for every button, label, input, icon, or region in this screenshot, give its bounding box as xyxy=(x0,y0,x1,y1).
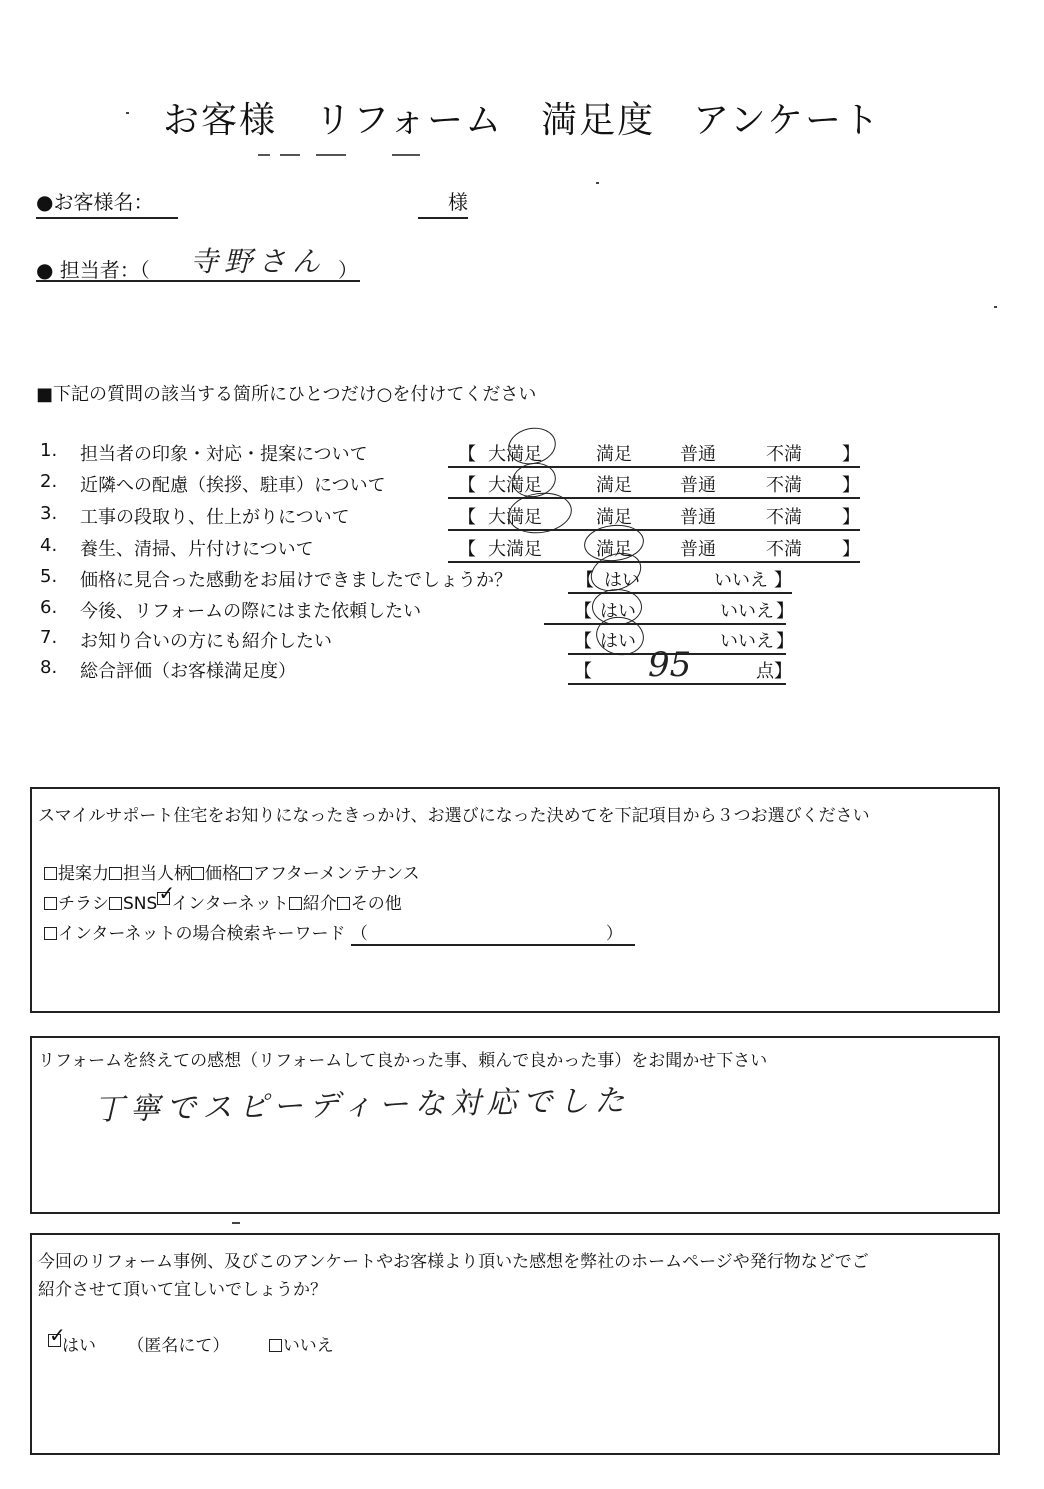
scan-speck xyxy=(994,306,997,308)
option-very-satisfied[interactable]: 大満足 xyxy=(488,475,542,496)
staff-label: ● 担当者：（ xyxy=(36,258,150,282)
question-text: お知り合いの方にも紹介したい xyxy=(80,631,332,652)
publish-options xyxy=(48,1331,334,1356)
option-normal[interactable]: 普通 xyxy=(680,507,716,528)
option-satisfied[interactable]: 満足 xyxy=(596,539,632,560)
question-row xyxy=(0,627,1044,657)
option-very-satisfied[interactable]: 大満足 xyxy=(488,539,542,560)
checkbox-no[interactable] xyxy=(269,1339,282,1352)
option-yes[interactable]: はい xyxy=(600,631,636,652)
question-number: 4. xyxy=(40,535,58,556)
option-yes[interactable]: はい xyxy=(600,601,636,622)
checkbox[interactable] xyxy=(239,867,252,880)
rating-options[interactable]: 【 大満足 満足 普通 不満 】 xyxy=(448,440,860,468)
rating-options[interactable]: 【 大満足 満足 普通 不満 】 xyxy=(448,535,860,563)
option-dissatisfied[interactable]: 不満 xyxy=(766,507,802,528)
keyword-row: インターネットの場合検索キーワード （ ） xyxy=(44,919,635,946)
question-text: 総合評価（お客様満足度） xyxy=(80,661,296,682)
question-number: 2. xyxy=(40,471,58,492)
keyword-input[interactable]: （ ） xyxy=(351,919,635,946)
question-row xyxy=(0,566,1044,596)
option-normal[interactable]: 普通 xyxy=(680,475,716,496)
no-label: いいえ xyxy=(282,1336,334,1356)
publish-prompt-line1: 今回のリフォーム事例、及びこのアンケートやお客様より頂いた感想を弊社のホームページや発行物などでご xyxy=(38,1252,869,1272)
question-row xyxy=(0,503,1044,533)
publish-box xyxy=(30,1233,1000,1455)
question-text: 今後、リフォームの際にはまた依頼したい xyxy=(80,601,422,622)
option-no[interactable]: いいえ xyxy=(720,631,774,652)
question-number: 8. xyxy=(40,657,58,678)
checkbox[interactable] xyxy=(109,897,122,910)
source-row-2: チラシ SNS✓ インターネット 紹介 その他 xyxy=(44,889,402,914)
impression-prompt: リフォームを終えての感想（リフォームして良かった事、頼んで良かった事）をお聞かせ下さい xyxy=(38,1051,768,1071)
instruction-text: ■下記の質問の該当する箇所にひとつだけ○を付けてください xyxy=(36,384,537,405)
checkbox[interactable] xyxy=(109,867,122,880)
option-satisfied[interactable]: 満足 xyxy=(596,507,632,528)
checkbox[interactable] xyxy=(191,867,204,880)
customer-name-label: ●お客様名： xyxy=(36,186,178,219)
source-prompt: スマイルサポート住宅をお知りになったきっかけ、お選びになった決めてを下記項目から３つお選びください xyxy=(38,806,870,826)
checkbox[interactable] xyxy=(44,897,57,910)
question-number: 3. xyxy=(40,503,58,524)
scan-speck xyxy=(596,182,599,184)
option-satisfied[interactable]: 満足 xyxy=(596,444,632,465)
option-very-satisfied[interactable]: 大満足 xyxy=(488,444,542,465)
score-field[interactable]: 【 95 点】 xyxy=(568,657,786,685)
checkbox[interactable] xyxy=(337,897,350,910)
checkbox[interactable] xyxy=(44,927,57,940)
yes-no-options[interactable]: 【 はい いいえ 】 xyxy=(544,597,786,625)
question-text: 担当者の印象・対応・提案について xyxy=(80,444,368,465)
staff-field[interactable] xyxy=(36,245,360,282)
question-text: 工事の段取り、仕上がりについて xyxy=(80,507,350,528)
checkbox-checked[interactable] xyxy=(157,892,170,905)
option-no[interactable]: いいえ xyxy=(714,570,768,591)
option-normal[interactable]: 普通 xyxy=(680,444,716,465)
question-text: 価格に見合った感動をお届けできましたでしょうか？ xyxy=(80,570,512,591)
checkbox[interactable] xyxy=(44,867,57,880)
title-rule xyxy=(280,154,300,156)
customer-honorific: 様 xyxy=(418,186,468,219)
question-row xyxy=(0,597,1044,627)
question-number: 1. xyxy=(40,440,58,461)
title-rule xyxy=(392,154,420,156)
option-yes[interactable]: はい xyxy=(604,570,640,591)
option-no[interactable]: いいえ xyxy=(720,601,774,622)
question-number: 6. xyxy=(40,597,58,618)
impression-answer-handwritten: 丁寧でスピーディーな対応でした xyxy=(93,1083,631,1128)
staff-close: ） xyxy=(338,258,358,282)
score-handwritten: 95 xyxy=(648,645,692,685)
title-rule xyxy=(258,154,270,156)
question-text: 近隣への配慮（挨拶、駐車）について xyxy=(80,475,386,496)
customer-name-field[interactable] xyxy=(36,186,178,219)
impression-box xyxy=(30,1036,1000,1214)
yes-label: はい xyxy=(62,1336,96,1356)
staff-name-handwritten: 寺野さん xyxy=(190,245,327,278)
source-row-1: 提案力 担当人柄 価格 アフターメンテナンス xyxy=(44,859,420,884)
checkbox-yes-checked[interactable] xyxy=(48,1334,61,1347)
option-normal[interactable]: 普通 xyxy=(680,539,716,560)
question-text: 養生、清掃、片付けについて xyxy=(80,539,314,560)
scan-speck xyxy=(126,112,129,114)
question-row xyxy=(0,535,1044,565)
option-dissatisfied[interactable]: 不満 xyxy=(766,444,802,465)
rating-options[interactable]: 【 大満足 満足 普通 不満 】 xyxy=(448,471,860,499)
yes-no-options[interactable]: 【 はい いいえ 】 xyxy=(568,627,786,655)
question-number: 7. xyxy=(40,627,58,648)
option-very-satisfied[interactable]: 大満足 xyxy=(488,507,542,528)
page-title: お客様 リフォーム 満足度 アンケート xyxy=(162,100,882,141)
title-rule xyxy=(316,154,346,156)
anonymous-label: （匿名にて） xyxy=(127,1336,230,1356)
rating-options[interactable]: 【 大満足 満足 普通 不満 】 xyxy=(448,503,860,531)
yes-no-options[interactable]: 【 はい いいえ 】 xyxy=(568,566,792,594)
question-number: 5. xyxy=(40,566,58,587)
publish-prompt-line2: 紹介させて頂いて宜しいでしょうか？ xyxy=(38,1280,327,1300)
question-row xyxy=(0,645,1044,687)
option-dissatisfied[interactable]: 不満 xyxy=(766,475,802,496)
option-satisfied[interactable]: 満足 xyxy=(596,475,632,496)
checkbox[interactable] xyxy=(289,897,302,910)
source-box xyxy=(30,787,1000,1013)
scan-speck xyxy=(232,1222,240,1224)
option-dissatisfied[interactable]: 不満 xyxy=(766,539,802,560)
